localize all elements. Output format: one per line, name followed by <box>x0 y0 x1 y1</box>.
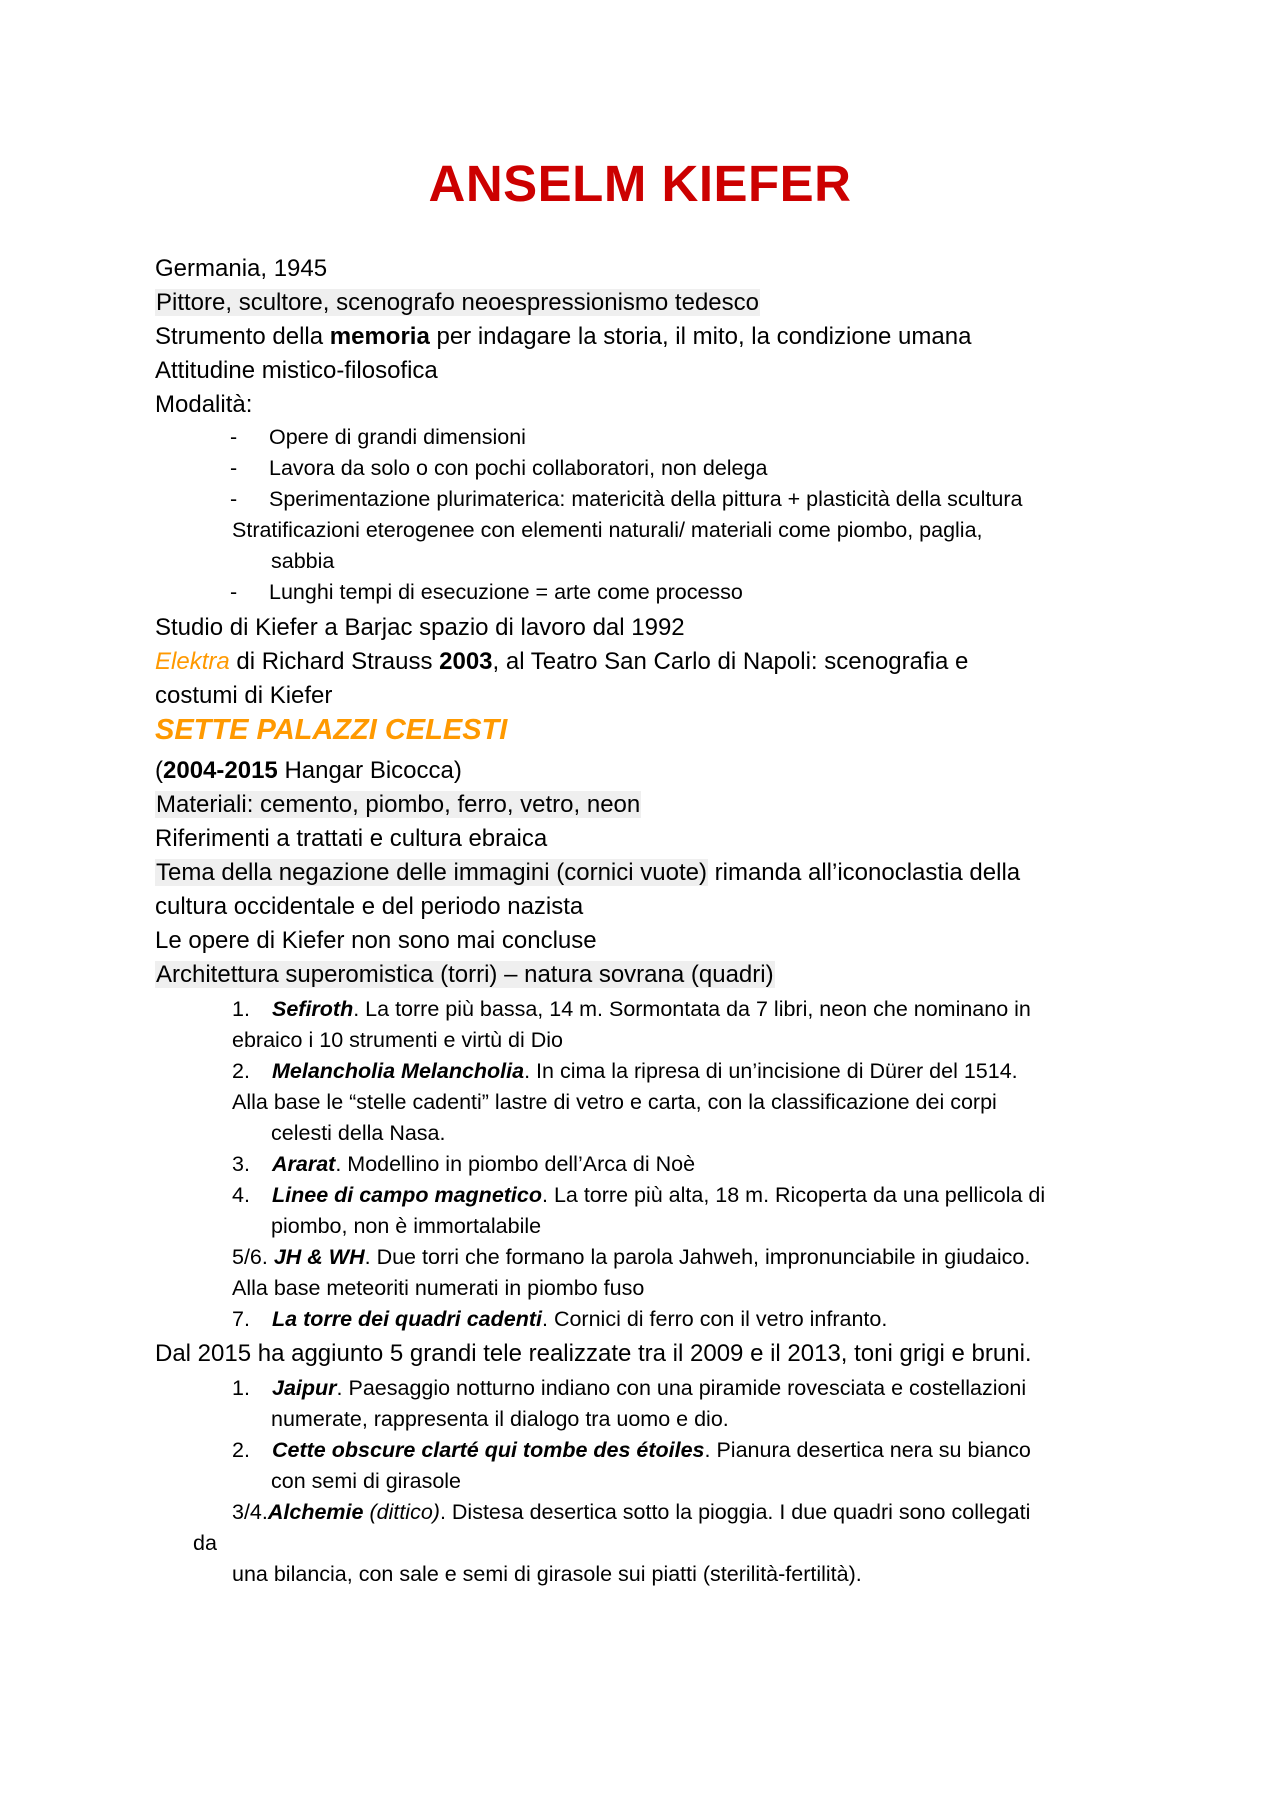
modalita-heading: Modalità: <box>155 391 253 418</box>
memoria-line: Strumento della memoria per indagare la storia, il mito, la condizione umana <box>155 323 972 350</box>
tower-item-continuation: ebraico i 10 strumenti e virtù di Dio <box>232 1028 564 1052</box>
architecture-line: Architettura superomistica (torri) – natura sovrana (quadri) <box>156 961 774 988</box>
role-line: Pittore, scultore, scenografo neoespressionismo tedesco <box>156 289 759 316</box>
list-bullet: - <box>230 456 238 480</box>
studio-line: Studio di Kiefer a Barjac spazio di lavoro dal 1992 <box>155 614 685 641</box>
elektra-line-2: costumi di Kiefer <box>155 682 333 709</box>
tower-item: 5/6. JH & WH. Due torri che formano la parola Jahweh, impronunciabile in giudaico. <box>232 1245 1031 1269</box>
list-item: Lunghi tempi di esecuzione = arte come processo <box>269 580 743 604</box>
tower-item-continuation: Alla base le “stelle cadenti” lastre di vetro e carta, con la classificazione dei corpi <box>232 1090 997 1114</box>
tower-item-continuation: Alla base meteoriti numerati in piombo fuso <box>232 1276 645 1300</box>
tower-item-continuation: piombo, non è immortalabile <box>271 1214 542 1238</box>
list-item: Lavora da solo o con pochi collaboratori, non delega <box>269 456 768 480</box>
attitude-line: Attitudine mistico-filosofica <box>155 357 438 384</box>
list-bullet: - <box>230 425 238 449</box>
list-item: Sperimentazione plurimaterica: matericità della pittura + plasticità della scultura <box>269 487 1023 511</box>
list-number: 1. <box>232 1376 250 1400</box>
unfinished-line: Le opere di Kiefer non sono mai concluse <box>155 927 597 954</box>
list-item-continuation: Stratificazioni eterogenee con elementi naturali/ materiali come piombo, paglia, <box>232 518 983 542</box>
list-bullet: - <box>230 580 238 604</box>
section-heading: SETTE PALAZZI CELESTI <box>155 714 508 746</box>
painting-item-continuation: da <box>193 1531 217 1555</box>
painting-item: Cette obscure clarté qui tombe des étoiles. Pianura desertica nera su bianco <box>272 1438 1031 1462</box>
birth-line: Germania, 1945 <box>155 255 328 282</box>
painting-item-continuation: con semi di girasole <box>271 1469 462 1493</box>
page-title: ANSELM KIEFER <box>428 155 852 212</box>
painting-item: 3/4.Alchemie (dittico). Distesa desertica sotto la pioggia. I due quadri sono collegati <box>232 1500 1031 1524</box>
theme-line-2: cultura occidentale e del periodo nazista <box>155 893 584 920</box>
tower-item: Ararat. Modellino in piombo dell’Arca di Noè <box>272 1152 696 1176</box>
references-line: Riferimenti a trattati e cultura ebraica <box>155 825 548 852</box>
list-number: 1. <box>232 997 250 1021</box>
painting-item-continuation: numerate, rappresenta il dialogo tra uomo e dio. <box>271 1407 729 1431</box>
painting-item: Jaipur. Paesaggio notturno indiano con una piramide rovesciata e costellazioni <box>272 1376 1027 1400</box>
list-number: 3. <box>232 1152 250 1176</box>
dates-line: (2004-2015 Hangar Bicocca) <box>155 757 462 784</box>
tower-item-continuation: celesti della Nasa. <box>271 1121 446 1145</box>
painting-item-continuation: una bilancia, con sale e semi di girasole sui piatti (sterilità-fertilità). <box>232 1562 862 1586</box>
theme-line: Tema della negazione delle immagini (cornici vuote) rimanda all’iconoclastia della <box>156 859 1021 886</box>
list-item-continuation: sabbia <box>271 549 335 573</box>
tower-item: Sefiroth. La torre più bassa, 14 m. Sormontata da 7 libri, neon che nominano in <box>272 997 1031 1021</box>
tower-item: Melancholia Melancholia. In cima la ripresa di un’incisione di Dürer del 1514. <box>272 1059 1018 1083</box>
tower-item: Linee di campo magnetico. La torre più alta, 18 m. Ricoperta da una pellicola di <box>272 1183 1046 1207</box>
paintings-intro-line: Dal 2015 ha aggiunto 5 grandi tele realizzate tra il 2009 e il 2013, toni grigi e bruni. <box>155 1340 1032 1367</box>
tower-item: La torre dei quadri cadenti. Cornici di ferro con il vetro infranto. <box>272 1307 888 1331</box>
list-item: Opere di grandi dimensioni <box>269 425 526 449</box>
list-bullet: - <box>230 487 238 511</box>
elektra-line: Elektra di Richard Strauss 2003, al Teatro San Carlo di Napoli: scenografia e <box>155 648 969 675</box>
list-number: 4. <box>232 1183 250 1207</box>
list-number: 7. <box>232 1307 250 1331</box>
list-number: 2. <box>232 1438 250 1462</box>
list-number: 2. <box>232 1059 250 1083</box>
materials-line: Materiali: cemento, piombo, ferro, vetro, neon <box>156 791 641 818</box>
